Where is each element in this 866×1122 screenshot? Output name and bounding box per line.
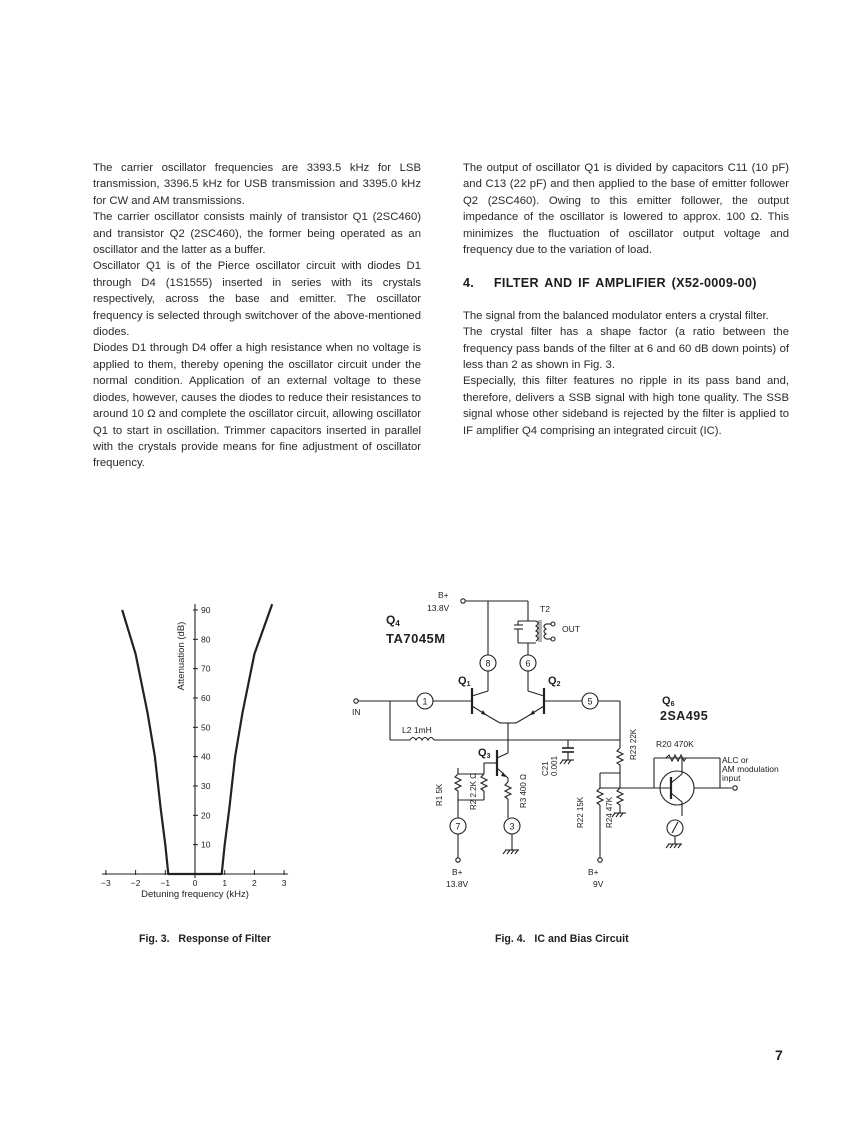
- terminal-bplus-top: [461, 599, 465, 603]
- alc-label-line2: AM modulation: [722, 764, 779, 774]
- q6-part-number: 2SA495: [660, 709, 709, 723]
- y-tick-label: 20: [201, 810, 211, 821]
- y-tick-label: 30: [201, 781, 211, 791]
- q1-label: Q1: [458, 675, 471, 688]
- t2-label: T2: [540, 604, 550, 614]
- paragraph: The carrier oscillator frequencies are 3393.5 kHz for LSB transmission, 3396.5 kHz for USB transmission and 3395.0 kHz for CW and AM transmissions.: [93, 162, 421, 207]
- terminal-bplus-b1: [456, 858, 460, 862]
- y-tick-label: 70: [201, 663, 211, 674]
- svg-text:1: 1: [422, 696, 428, 707]
- chart-svg: [92, 596, 312, 912]
- out-label: OUT: [562, 624, 580, 634]
- terminal-bplus-b2: [598, 858, 602, 862]
- svg-text:3: 3: [509, 821, 515, 832]
- x-tick-label: 3: [281, 878, 287, 888]
- y-tick-label: 90: [201, 605, 211, 615]
- y-tick-label: 10: [201, 839, 211, 850]
- r2-label: R2 2.2K Ω: [469, 772, 478, 810]
- filter-response-chart: [92, 596, 312, 912]
- right-text-column: [463, 160, 789, 439]
- x-tick-label: −3: [101, 878, 111, 888]
- chart-x-axis-label: Detuning frequency (kHz): [141, 889, 249, 900]
- chart-ticks: [101, 605, 287, 888]
- t2-primary-coil: [536, 621, 538, 641]
- circuit-svg: [340, 588, 810, 888]
- section-heading: [463, 275, 789, 291]
- y-tick-label: 60: [201, 693, 211, 703]
- l2-inductor: [410, 738, 434, 741]
- paragraph: The output of oscillator Q1 is divided by capacitors C11 (10 pF) and C13 (22 pF) and then applied to the base of emitter follower Q2 (2SC460). Owing to this emitter follower, the output impedance of the oscillator is lowered to approx. 100 Ω. This minimizes the fluctuation of oscillator output voltage and frequency due to the variation of load.: [463, 162, 789, 257]
- bplus-b1-label: B+: [452, 867, 463, 877]
- r1-resistor: [455, 774, 461, 791]
- out-terminal: [551, 637, 555, 641]
- filter-response-curve: [122, 604, 272, 874]
- ic-part-number: TA7045M: [386, 631, 446, 646]
- q6-label: Q6: [662, 695, 675, 708]
- in-terminal: [354, 699, 358, 703]
- chart-series: [122, 604, 272, 874]
- figure-4-caption: Fig. 4. IC and Bias Circuit: [495, 933, 629, 945]
- bplus-b2-label: B+: [588, 867, 599, 877]
- x-tick-label: −1: [160, 878, 171, 888]
- paragraph: Oscillator Q1 is of the Pierce oscillator circuit with diodes D1 through D4 (1S1555) inserted in series with its crystals respectively, across the base and emitter. The oscillator frequency is selected through switchover of the above-mentioned diodes.: [93, 260, 421, 339]
- page-number: 7: [775, 1047, 783, 1063]
- out-terminal: [551, 622, 555, 626]
- r24-resistor: [617, 788, 623, 805]
- svg-text:6: 6: [525, 658, 531, 669]
- section-number: 4.: [463, 276, 475, 291]
- q3-label: Q3: [478, 747, 491, 760]
- section-title: FILTER AND IF AMPLIFIER (X52-0009-00): [493, 276, 757, 291]
- x-tick-label: 0: [192, 878, 198, 888]
- bplus-top-voltage: 13.8V: [427, 603, 450, 613]
- x-tick-label: 2: [252, 878, 257, 888]
- paragraph: The signal from the balanced modulator enters a crystal filter.: [463, 309, 769, 322]
- x-tick-label: −2: [130, 878, 141, 888]
- r1-label: R1 5K: [435, 783, 444, 806]
- y-tick-label: 80: [201, 634, 211, 645]
- figure-3-caption: Fig. 3. Response of Filter: [139, 933, 271, 945]
- r23-resistor: [617, 748, 623, 765]
- paragraph: The crystal filter has a shape factor (a ratio between the frequency pass bands of the filter at 6 and 60 dB down points) of less than 2 as shown in Fig. 3.: [463, 326, 789, 372]
- chart-y-axis-label: Attenuation (dB): [176, 621, 187, 691]
- bplus-b2-voltage: 9V: [593, 879, 604, 889]
- chart-axes: [102, 604, 288, 878]
- paragraph: The carrier oscillator consists mainly of transistor Q1 (2SC460) and transistor Q2 (2SC460), the former being operated as an oscillator and the latter as a buffer.: [93, 211, 421, 257]
- r20-label: R20 470K: [656, 739, 694, 749]
- c21-label: C21: [541, 761, 550, 776]
- alc-input-terminal: [733, 786, 737, 790]
- r22-label: R22 15K: [576, 796, 585, 828]
- alc-label-line1: ALC or: [722, 755, 749, 765]
- x-tick-label: 1: [222, 878, 228, 888]
- svg-text:5: 5: [587, 696, 593, 707]
- r22-resistor: [597, 788, 603, 805]
- r23-label: R23 22K: [629, 728, 638, 760]
- c21-value: 0.001: [550, 755, 559, 776]
- paragraph: Especially, this filter features no ripple in its pass band and, therefore, delivers a SSB signal with high tone quality. The SSB signal whose other sideband is rejected by the filter is applied to IF amplifier Q4 comprising an integrated circuit (IC).: [463, 375, 789, 437]
- r3-label: R3 400 Ω: [519, 774, 528, 808]
- paragraph: Diodes D1 through D4 offer a high resistance when no voltage is applied to them, thereby opening the oscillator circuit under the normal condition. Application of an external voltage to these diodes, however, causes the diodes to reduce their resistances to around 10 Ω and complete the oscillator circuit, allowing oscillator Q1 to start in oscillation. Trimmer capacitors inserted in parallel with the crystals provide means for fine adjustment of oscillator frequency.: [93, 342, 421, 470]
- l2-label: L2 1mH: [402, 725, 432, 735]
- q4-label: Q4: [386, 613, 400, 628]
- t2-secondary-coil: [544, 624, 546, 639]
- r3-resistor: [505, 782, 511, 799]
- r2-resistor: [481, 774, 487, 791]
- r24-label: R24 47K: [605, 796, 614, 828]
- bplus-top-label: B+: [438, 590, 449, 600]
- y-tick-label: 40: [201, 751, 211, 762]
- y-tick-label: 50: [201, 722, 211, 733]
- left-text-column: [93, 160, 421, 472]
- svg-text:7: 7: [455, 821, 461, 832]
- bplus-b1-voltage: 13.8V: [446, 879, 469, 889]
- alc-label-line3: input: [722, 773, 741, 783]
- ic-bias-circuit-diagram: [340, 588, 810, 888]
- in-label: IN: [352, 707, 361, 717]
- svg-text:8: 8: [485, 658, 491, 669]
- q2-label: Q2: [548, 675, 561, 688]
